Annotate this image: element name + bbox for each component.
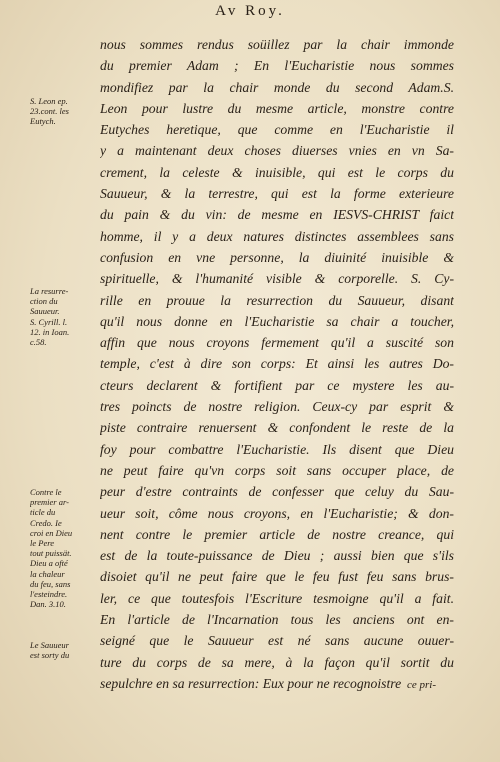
margin-note-line: c.58. xyxy=(30,337,47,348)
text-line: temple, c'est à dire son corps: Et ainsi les autres Do- xyxy=(100,356,454,372)
margin-note-resurrection xyxy=(30,286,96,347)
margin-note-line: Eutych. xyxy=(30,116,56,127)
text-line: confusion en vne personne, la diuinité inuisible & xyxy=(100,249,454,265)
text-line: Eutyches heretique, que comme en l'Eucharistie il xyxy=(100,122,454,138)
margin-note-line: La resurre- xyxy=(30,286,69,296)
text-line: ture du corps de sa mere, à la façon qu'il sortit du xyxy=(100,654,454,670)
text-line: Sauueur, & la terrestre, qui est la forme exterieure xyxy=(100,186,454,202)
text-line: ueur soit, côme nous croyons, en l'Eucharistie; & don- xyxy=(100,505,454,521)
text-line: homme, il y a deux natures distinctes assemblees sans xyxy=(100,228,454,244)
margin-note-credo xyxy=(30,487,96,609)
text-line: cteurs declarent & fortifient par ce mystere les au- xyxy=(100,377,454,393)
text-line: est de la toute-puissance de Dieu ; aussi bien que s'ils xyxy=(100,548,454,564)
main-text-block xyxy=(100,34,454,694)
margin-note-line: 12. in Ioan. xyxy=(30,326,70,337)
margin-note-line: Dan. 3.10. xyxy=(30,599,66,610)
margin-note-line: le Pere xyxy=(30,538,54,549)
text-line: qu'il nous donne en l'Eucharistie sa chair a toucher, xyxy=(100,313,454,329)
text-line: tres poincts de nostre religion. Ceux-cy par esprit & xyxy=(100,399,454,415)
margin-note-line: est sorty du xyxy=(30,650,70,661)
margin-note-line: 23.cont. les xyxy=(30,106,69,117)
margin-note-line: Sauueur. xyxy=(30,306,60,317)
margin-note-sauueur xyxy=(30,640,96,660)
text-line: disoiet qu'il ne peut faire que le feu fust feu sans brus- xyxy=(100,569,454,585)
margin-note-line: l'esteindre. xyxy=(30,589,68,600)
margin-note-line: S. Leon ep. xyxy=(30,96,68,106)
margin-note-line: Le Sauueur xyxy=(30,640,69,650)
margin-note-leon xyxy=(30,96,96,127)
margin-note-line: du feu, sans xyxy=(30,578,71,589)
margin-note-line: Contre le xyxy=(30,487,62,497)
text-line: mondifiez par la chair monde du second Adam.S. xyxy=(100,79,454,95)
text-line: piste contraire renuersent & confondent le reste de la xyxy=(100,420,454,436)
margin-note-line: tout puissät. xyxy=(30,548,72,559)
text-line: sepulchre en sa resurrection: Eux pour ne recognoistre xyxy=(100,675,402,691)
margin-note-line: ction du xyxy=(30,296,58,307)
text-line: peur d'estre contraints de confesser que celuy du Sau- xyxy=(100,484,454,500)
text-line: Leon pour lustre du mesme article, monstre contre xyxy=(100,100,454,116)
margin-note-line: croi en Dieu xyxy=(30,527,73,538)
text-line: nent contre le premier article de nostre creance, qui xyxy=(100,526,454,542)
margin-note-line: S. Cyrill. l. xyxy=(30,316,68,327)
text-line: rille en prouue la resurrection du Sauueur, disant xyxy=(100,292,454,308)
margin-note-line: Credo. Ie xyxy=(30,517,62,528)
margin-note-line: Dieu a ofté xyxy=(30,558,68,569)
margin-note-line: premier ar- xyxy=(30,497,69,508)
text-line: spirituelle, & l'humanité visible & corporelle. S. Cy- xyxy=(100,271,454,287)
text-line: ler, ce que toutesfois l'Escriture tesmoigne qu'il a fait. xyxy=(100,590,454,606)
text-line: foy pour combattre l'Eucharistie. Ils disent que Dieu xyxy=(100,441,454,457)
text-line: du premier Adam ; En l'Eucharistie nous sommes xyxy=(100,58,454,74)
margin-note-line: la chaleur xyxy=(30,568,65,579)
text-line: du pain & du vin: de mesme en IESVS-CHRIST faict xyxy=(100,207,454,223)
text-line: seigné que le Sauueur est né sans aucune ouuer- xyxy=(100,633,454,649)
text-line: affin que nous croyons fermement qu'il a suscité son xyxy=(100,335,454,351)
text-line: nous sommes rendus soüillez par la chair immonde xyxy=(100,37,454,52)
text-line: ne peut faire qu'vn corps soit sans occuper place, de xyxy=(100,462,454,478)
margin-note-line: ticle du xyxy=(30,507,56,518)
text-line: y a maintenant deux choses diuerses vnies en vn Sa- xyxy=(100,143,454,159)
catchword: ce pri- xyxy=(407,679,437,691)
text-line: crement, la celeste & inuisible, qui est le corps du xyxy=(100,164,454,180)
running-header: Av Roy. xyxy=(215,3,285,19)
text-line: En l'article de l'Incarnation tous les anciens ont en- xyxy=(100,612,454,628)
